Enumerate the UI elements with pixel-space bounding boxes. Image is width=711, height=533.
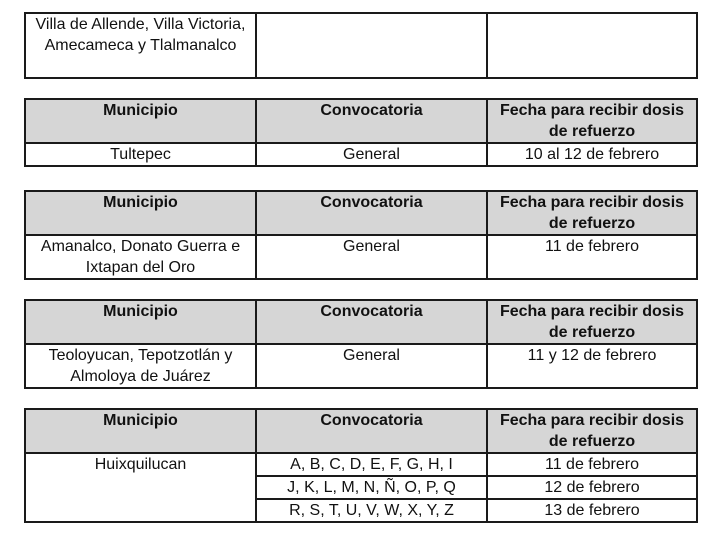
table-teoloyucan	[24, 299, 698, 389]
header-fecha: Fecha para recibir dosis de refuerzo	[487, 191, 697, 235]
table-header-row	[25, 409, 697, 453]
header-fecha: Fecha para recibir dosis de refuerzo	[487, 300, 697, 344]
header-municipio: Municipio	[25, 191, 256, 235]
municipio-cell: Teoloyucan, Tepotzotlán y Almoloya de Juárez	[25, 344, 256, 388]
table-row	[25, 13, 697, 78]
municipio-cell: Tultepec	[25, 143, 256, 166]
convocatoria-cell	[256, 13, 487, 78]
table-header-row	[25, 99, 697, 143]
header-fecha: Fecha para recibir dosis de refuerzo	[487, 99, 697, 143]
table-row	[25, 453, 697, 476]
table-huixquilucan	[24, 408, 698, 523]
header-convocatoria: Convocatoria	[256, 99, 487, 143]
header-municipio: Municipio	[25, 300, 256, 344]
convocatoria-cell: General	[256, 344, 487, 388]
header-convocatoria: Convocatoria	[256, 191, 487, 235]
table-row	[25, 235, 697, 279]
convocatoria-cell: R, S, T, U, V, W, X, Y, Z	[256, 499, 487, 522]
fecha-cell: 13 de febrero	[487, 499, 697, 522]
table-amanalco	[24, 190, 698, 280]
table-row	[25, 344, 697, 388]
convocatoria-cell: General	[256, 143, 487, 166]
table-header-row	[25, 191, 697, 235]
municipio-cell: Amanalco, Donato Guerra e Ixtapan del Oro	[25, 235, 256, 279]
fecha-cell	[487, 13, 697, 78]
municipio-cell: Huixquilucan	[25, 453, 256, 522]
header-municipio: Municipio	[25, 409, 256, 453]
table-continuation	[24, 12, 698, 79]
table-header-row	[25, 300, 697, 344]
fecha-cell: 11 de febrero	[487, 453, 697, 476]
convocatoria-cell: A, B, C, D, E, F, G, H, I	[256, 453, 487, 476]
convocatoria-cell: General	[256, 235, 487, 279]
table-tultepec	[24, 98, 698, 167]
table-row	[25, 143, 697, 166]
fecha-cell: 12 de febrero	[487, 476, 697, 499]
header-convocatoria: Convocatoria	[256, 409, 487, 453]
header-convocatoria: Convocatoria	[256, 300, 487, 344]
fecha-cell: 10 al 12 de febrero	[487, 143, 697, 166]
fecha-cell: 11 de febrero	[487, 235, 697, 279]
header-fecha: Fecha para recibir dosis de refuerzo	[487, 409, 697, 453]
municipio-cell: Villa de Allende, Villa Victoria, Amecameca y Tlalmanalco	[25, 13, 256, 78]
fecha-cell: 11 y 12 de febrero	[487, 344, 697, 388]
header-municipio: Municipio	[25, 99, 256, 143]
convocatoria-cell: J, K, L, M, N, Ñ, O, P, Q	[256, 476, 487, 499]
